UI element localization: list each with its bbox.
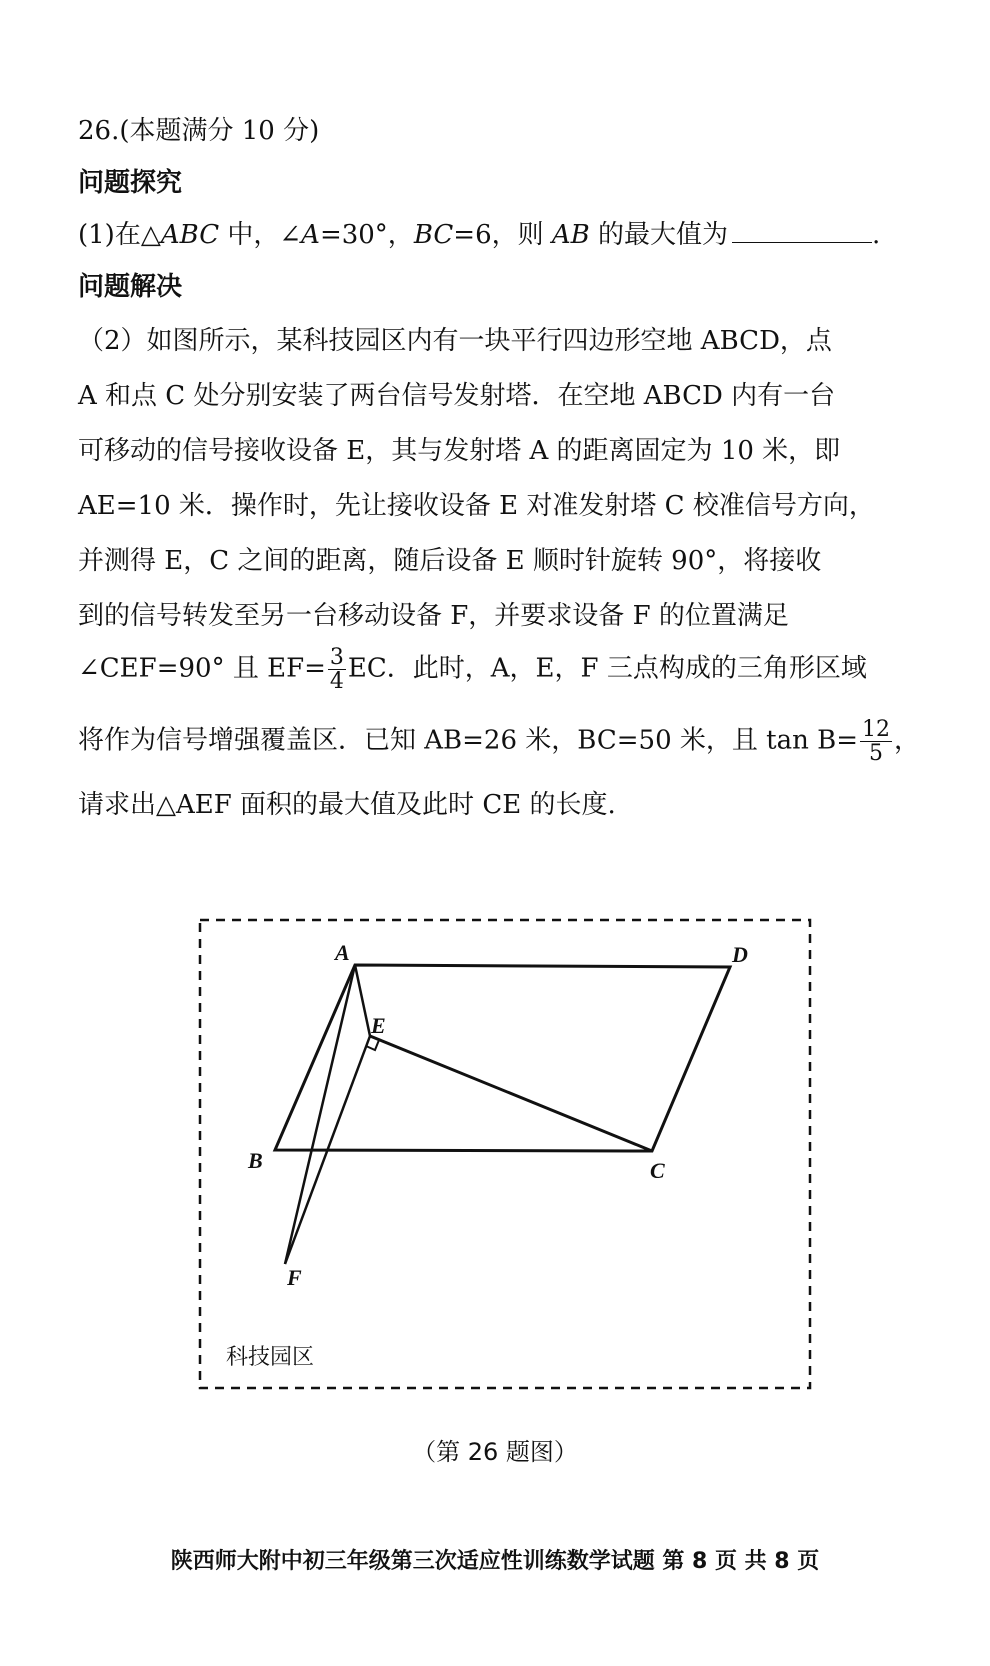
- segment-af: [285, 965, 355, 1264]
- figure-caption: （第 26 题图）: [412, 1438, 578, 1466]
- label-e: E: [371, 1013, 386, 1038]
- label-a: A: [335, 940, 350, 965]
- part2-line-6: 到的信号转发至另一台移动设备 F，并要求设备 F 的位置满足: [78, 601, 789, 631]
- line8-pre: 将作为信号增强覆盖区．已知 AB=26 米，BC=50 米，且 tan B=: [78, 725, 859, 756]
- part2-line-4: AE=10 米．操作时，先让接收设备 E 对准发射塔 C 校准信号方向，: [78, 491, 875, 521]
- line7-post: EC．此时，A，E，F 三点构成的三角形区域: [347, 653, 867, 684]
- part1-mid2: =30°，: [319, 220, 414, 250]
- fraction-numerator: 3: [329, 645, 344, 670]
- part1-triangle: ABC: [160, 220, 220, 250]
- fraction-denominator: 5: [869, 741, 884, 767]
- question-header: 26.(本题满分 10 分): [78, 116, 320, 146]
- section-title-explore: 问题探究: [78, 168, 183, 198]
- segment-ec: [370, 1036, 652, 1151]
- part1-bc: BC: [413, 220, 454, 250]
- part1-suffix: 的最大值为: [589, 220, 729, 250]
- part2-line-3: 可移动的信号接收设备 E，其与发射塔 A 的距离固定为 10 米，即: [78, 436, 841, 466]
- fraction-numerator: 12: [862, 717, 891, 742]
- part1-ab: AB: [551, 220, 590, 250]
- segment-ae: [355, 965, 370, 1036]
- parallelogram-abcd: [275, 965, 730, 1151]
- part2-line-9: 请求出△AEF 面积的最大值及此时 CE 的长度.: [78, 790, 616, 820]
- part1-angle-a: A: [301, 220, 320, 250]
- part1-mid1: 中，∠: [219, 220, 302, 250]
- label-d: D: [732, 942, 748, 967]
- fraction-denominator: 4: [329, 669, 344, 695]
- part2-line-1: （2）如图所示，某科技园区内有一块平行四边形空地 ABCD，点: [78, 326, 832, 356]
- part2-line-5: 并测得 E，C 之间的距离，随后设备 E 顺时针旋转 90°，将接收: [78, 546, 822, 576]
- section-title-solve: 问题解决: [78, 272, 183, 302]
- label-b: B: [248, 1148, 263, 1173]
- label-c: C: [650, 1158, 665, 1183]
- label-f: F: [287, 1265, 302, 1290]
- zone-label: 科技园区: [226, 1345, 315, 1370]
- line8-post: ，: [894, 725, 921, 756]
- page-footer: 陕西师大附中初三年级第三次适应性训练数学试题 第 8 页 共 8 页: [170, 1549, 820, 1574]
- line7-pre: ∠CEF=90° 且 EF=: [78, 653, 326, 684]
- part1-end: .: [872, 220, 881, 250]
- part1-mid3: =6，则: [453, 220, 552, 250]
- part2-line-2: A 和点 C 处分别安装了两台信号发射塔．在空地 ABCD 内有一台: [78, 381, 836, 411]
- part1-prefix: (1)在△: [78, 220, 161, 250]
- park-boundary: [200, 920, 810, 1388]
